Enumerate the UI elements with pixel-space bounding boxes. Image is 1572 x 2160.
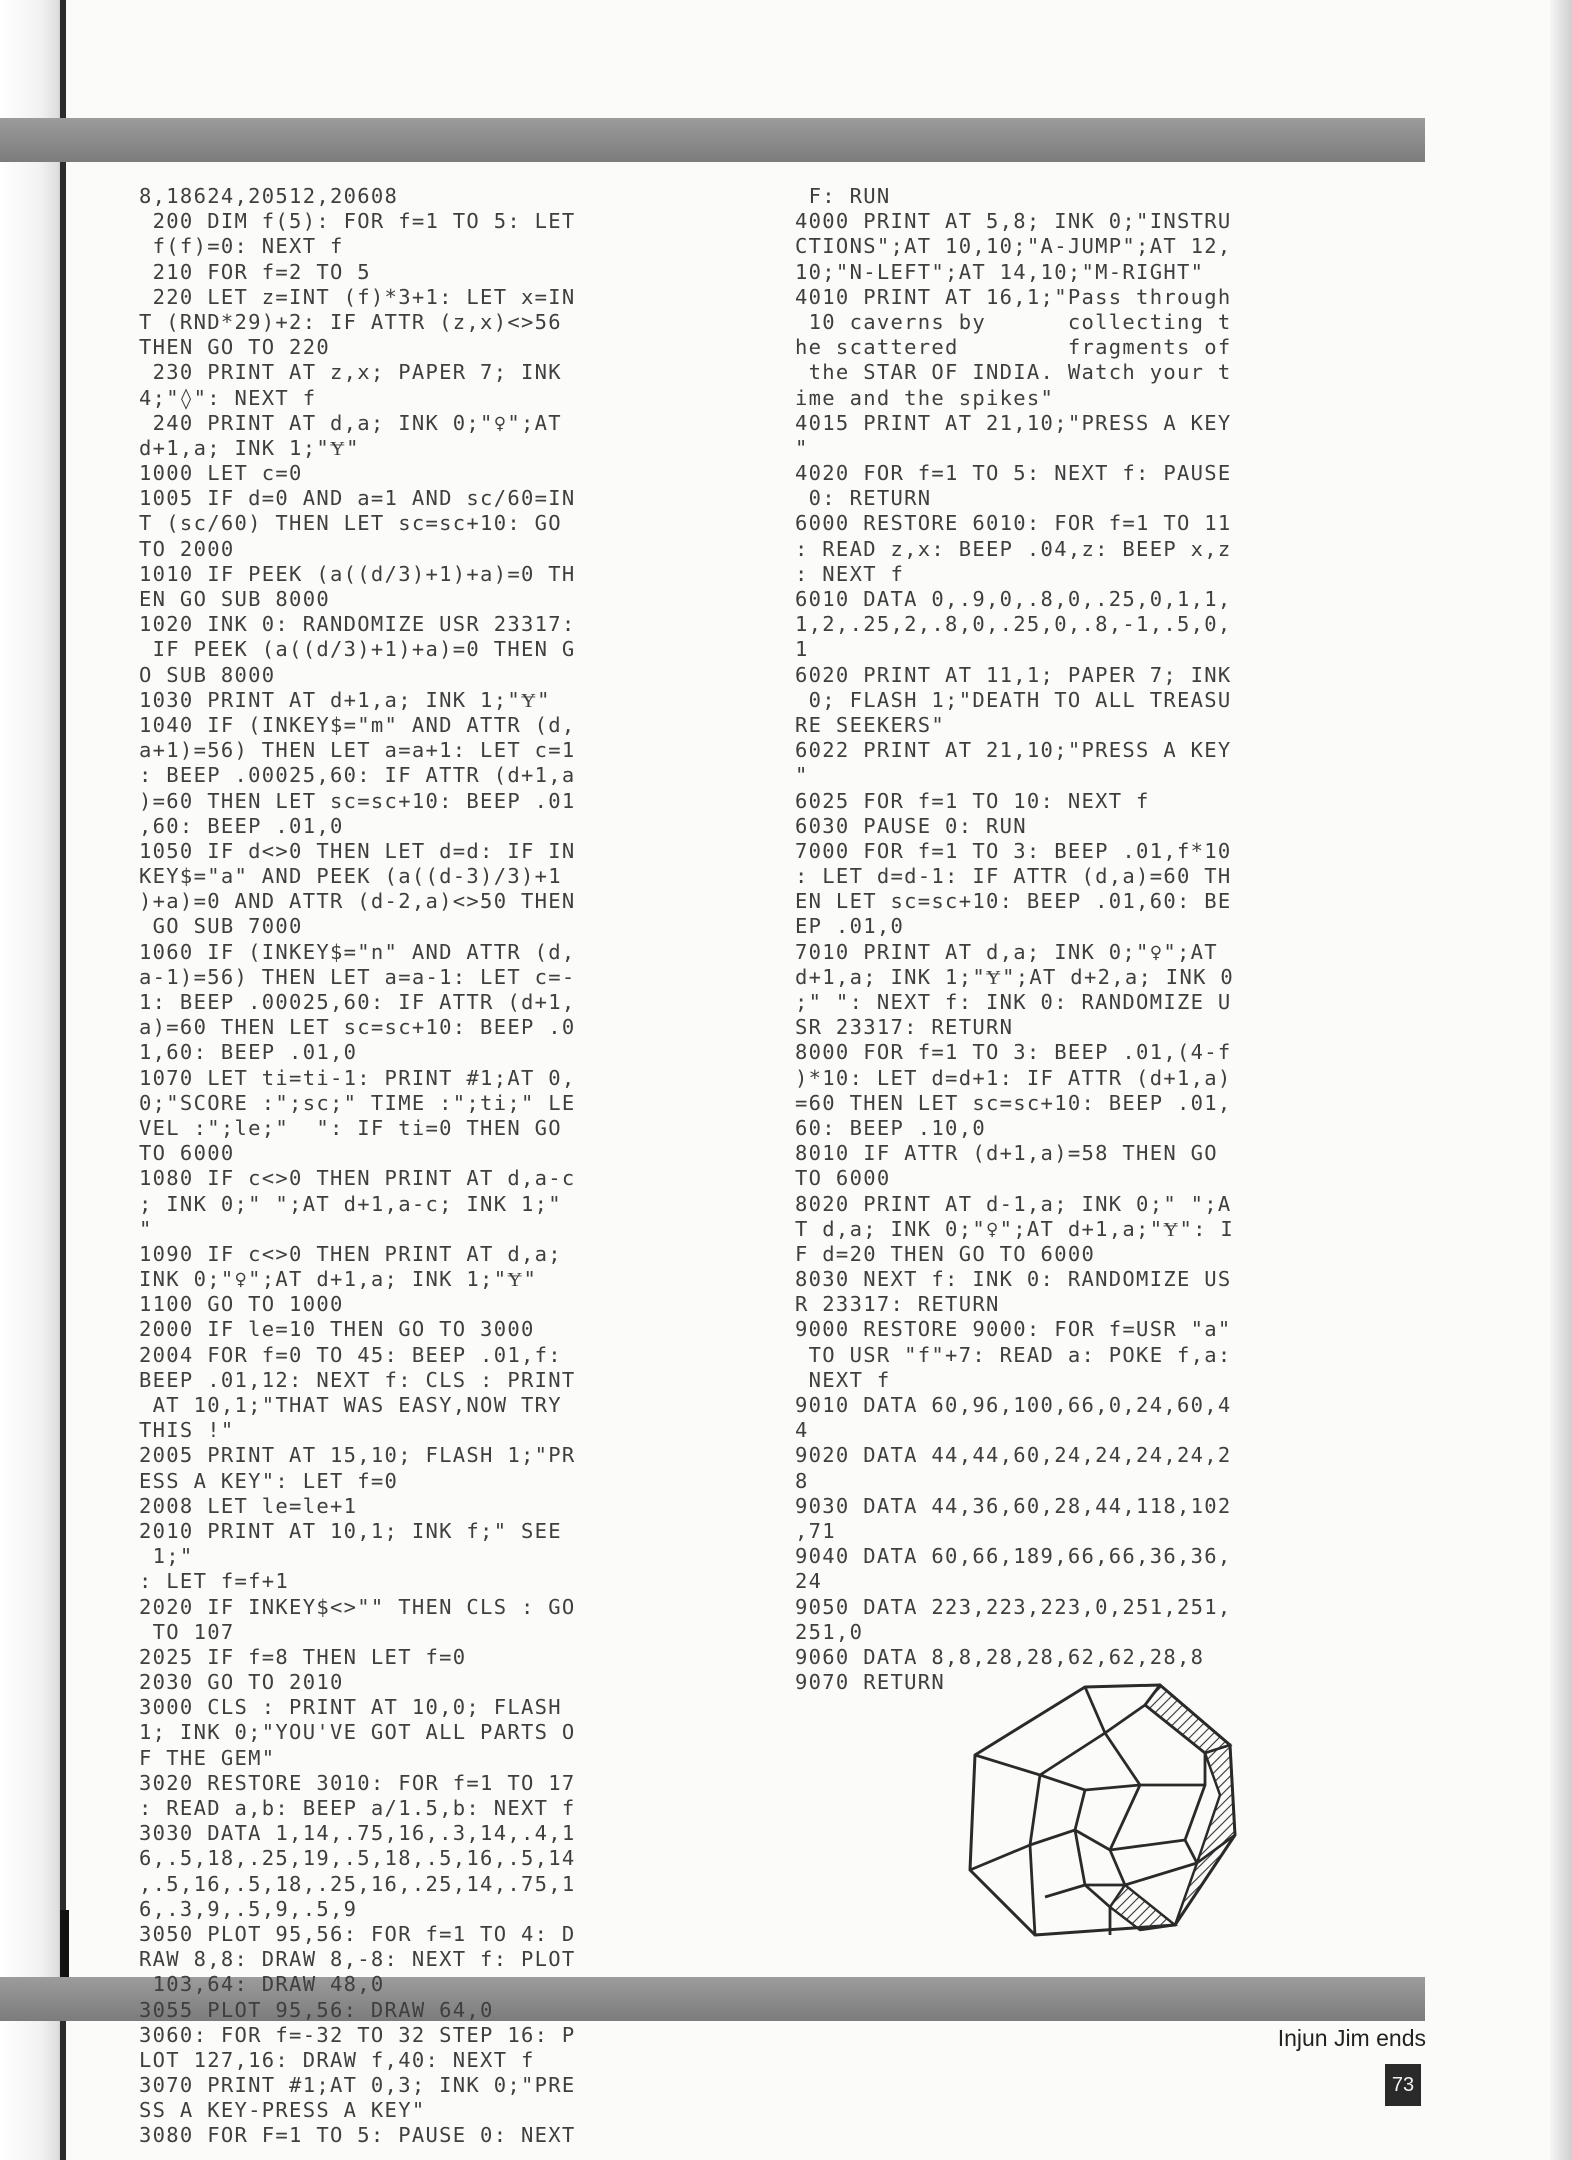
code-line: 60: BEEP .10,0 <box>795 1115 986 1140</box>
code-line: )+a)=0 AND ATTR (d-2,a)<>50 THEN <box>139 889 576 914</box>
code-line: he scattered fragments of <box>795 335 1232 360</box>
listing-left-column <box>139 184 739 2148</box>
code-line: 240 PRINT AT d,a; INK 0;"♀";AT <box>139 410 562 435</box>
code-line: 10;"N-LEFT";AT 14,10;"M-RIGHT" <box>795 259 1205 284</box>
code-line: 10 caverns by collecting t <box>795 309 1232 334</box>
code-line: TO 6000 <box>795 1166 891 1191</box>
code-line: 9060 DATA 8,8,28,28,62,62,28,8 <box>795 1644 1205 1669</box>
code-line: d+1,a; INK 1;"Ɏ";AT d+2,a; INK 0 <box>795 964 1235 989</box>
code-line: : LET d=d-1: IF ATTR (d,a)=60 TH <box>795 864 1232 889</box>
code-line: 1;" <box>139 1544 194 1569</box>
code-line: 1,2,.25,2,.8,0,.25,0,.8,-1,.5,0, <box>795 612 1232 637</box>
code-line: 6025 FOR f=1 TO 10: NEXT f <box>795 788 1150 813</box>
code-line: RAW 8,8: DRAW 8,-8: NEXT f: PLOT <box>139 1947 576 1972</box>
code-line: 2025 IF f=8 THEN LET f=0 <box>139 1644 467 1669</box>
code-line: 9030 DATA 44,36,60,28,44,118,102 <box>795 1493 1232 1518</box>
code-line: )=60 THEN LET sc=sc+10: BEEP .01 <box>139 788 576 813</box>
code-line: )*10: LET d=d+1: IF ATTR (d+1,a) <box>795 1065 1232 1090</box>
code-line: " <box>795 435 809 460</box>
code-line: SS A KEY-PRESS A KEY" <box>139 2098 426 2123</box>
code-line: ESS A KEY": LET f=0 <box>139 1468 399 1493</box>
code-line: F THE GEM" <box>139 1745 276 1770</box>
code-line: ;" ": NEXT f: INK 0: RANDOMIZE U <box>795 990 1232 1014</box>
code-line: 6030 PAUSE 0: RUN <box>795 813 1027 838</box>
code-line: 0;"SCORE :";sc;" TIME :";ti;" LE <box>139 1090 576 1115</box>
code-line: : BEEP .00025,60: IF ATTR (d+1,a <box>139 763 576 788</box>
code-line: 1090 IF c<>0 THEN PRINT AT d,a; <box>139 1241 562 1266</box>
code-line: 24 <box>795 1569 823 1594</box>
code-line: 9000 RESTORE 9000: FOR f=USR "a" <box>795 1317 1232 1342</box>
code-line: AT 10,1;"THAT WAS EASY,NOW TRY <box>139 1393 562 1417</box>
code-line: 1,60: BEEP .01,0 <box>139 1040 358 1065</box>
code-line: 4000 PRINT AT 5,8; INK 0;"INSTRU <box>795 209 1232 234</box>
code-line: ; INK 0;" ";AT d+1,a-c; INK 1;" <box>139 1191 576 1216</box>
code-line: 6,.5,18,.25,19,.5,18,.5,16,.5,14 <box>139 1846 576 1871</box>
code-line: 3070 PRINT #1;AT 0,3; INK 0;"PRE <box>139 2073 576 2098</box>
code-line: 1 <box>795 637 809 662</box>
code-line: 200 DIM f(5): FOR f=1 TO 5: LET <box>139 209 576 234</box>
code-line: 1040 IF (INKEY$="m" AND ATTR (d, <box>139 712 576 737</box>
page-right-edge <box>1550 0 1572 2160</box>
code-line: 1000 LET c=0 <box>139 461 303 486</box>
code-line: TO 6000 <box>139 1141 235 1166</box>
code-line: 2005 PRINT AT 15,10; FLASH 1;"PR <box>139 1443 576 1468</box>
code-line: 6,.3,9,.5,9,.5,9 <box>139 1896 358 1921</box>
code-line: 4020 FOR f=1 TO 5: NEXT f: PAUSE <box>795 461 1232 486</box>
code-line: TO 107 <box>139 1619 235 1644</box>
code-line: 2030 GO TO 2010 <box>139 1670 344 1695</box>
code-line: f(f)=0: NEXT f <box>139 234 344 259</box>
code-line: 8 <box>795 1468 809 1493</box>
code-line: 3055 PLOT 95,56: DRAW 64,0 <box>139 1997 494 2022</box>
code-line: : NEXT f <box>795 561 905 586</box>
code-line: 230 PRINT AT z,x; PAPER 7; INK <box>139 360 562 385</box>
code-line: 1100 GO TO 1000 <box>139 1292 344 1317</box>
code-line: 2004 FOR f=0 TO 45: BEEP .01,f: <box>139 1342 562 1367</box>
code-line: 9070 RETURN <box>795 1670 946 1695</box>
code-line: F: RUN <box>795 184 891 208</box>
code-line: 1080 IF c<>0 THEN PRINT AT d,a-c <box>139 1166 576 1191</box>
code-line: a-1)=56) THEN LET a=a-1: LET c=- <box>139 964 576 989</box>
page-binding-edge <box>60 0 66 2160</box>
code-line: 2000 IF le=10 THEN GO TO 3000 <box>139 1317 535 1342</box>
code-line: : READ z,x: BEEP .04,z: BEEP x,z <box>795 536 1232 561</box>
code-line: ,71 <box>795 1518 836 1543</box>
code-line: EP .01,0 <box>795 914 905 939</box>
code-line: 1060 IF (INKEY$="n" AND ATTR (d, <box>139 939 576 964</box>
code-line: THIS !" <box>139 1418 235 1443</box>
code-line: 6020 PRINT AT 11,1; PAPER 7; INK <box>795 662 1232 687</box>
code-line: 7010 PRINT AT d,a; INK 0;"♀";AT <box>795 939 1218 964</box>
code-line: ,.5,16,.5,18,.25,16,.25,14,.75,1 <box>139 1871 576 1896</box>
code-line: 3020 RESTORE 3010: FOR f=1 TO 17 <box>139 1770 576 1795</box>
code-line: TO 2000 <box>139 536 235 561</box>
code-line: T d,a; INK 0;"♀";AT d+1,a;"Ɏ": I <box>795 1216 1235 1241</box>
code-line: 9050 DATA 223,223,223,0,251,251, <box>795 1594 1232 1619</box>
listing-right-column <box>795 184 1395 1695</box>
code-line: 6000 RESTORE 6010: FOR f=1 TO 11 <box>795 511 1232 536</box>
code-line: 1050 IF d<>0 THEN LET d=d: IF IN <box>139 838 576 863</box>
code-line: 4015 PRINT AT 21,10;"PRESS A KEY <box>795 410 1232 435</box>
code-line: F d=20 THEN GO TO 6000 <box>795 1241 1096 1266</box>
code-line: VEL :";le;" ": IF ti=0 THEN GO <box>139 1115 562 1140</box>
code-line: THEN GO TO 220 <box>139 335 330 360</box>
code-line: 1: BEEP .00025,60: IF ATTR (d+1, <box>139 990 576 1014</box>
code-line: T (sc/60) THEN LET sc=sc+10: GO <box>139 511 562 536</box>
code-line: 1070 LET ti=ti-1: PRINT #1;AT 0, <box>139 1065 576 1090</box>
code-line: NEXT f <box>795 1367 891 1392</box>
code-line: CTIONS";AT 10,10;"A-JUMP";AT 12, <box>795 234 1232 259</box>
code-line: 0; FLASH 1;"DEATH TO ALL TREASU <box>795 687 1232 712</box>
page-number: 73 <box>1385 2064 1421 2106</box>
code-line: IF PEEK (a((d/3)+1)+a)=0 THEN G <box>139 637 576 662</box>
code-line: 2010 PRINT AT 10,1; INK f;" SEE <box>139 1518 562 1543</box>
code-line: a)=60 THEN LET sc=sc+10: BEEP .0 <box>139 1015 576 1040</box>
code-line: EN LET sc=sc+10: BEEP .01,60: BE <box>795 889 1232 914</box>
code-line: 3060: FOR f=-32 TO 32 STEP 16: P <box>139 2022 576 2047</box>
code-line: 8,18624,20512,20608 <box>139 184 399 208</box>
page-gutter-shadow <box>0 0 62 2160</box>
top-grey-band <box>0 118 1425 162</box>
code-line: RE SEEKERS" <box>795 712 946 737</box>
page-caption: Injun Jim ends <box>1277 2025 1426 2051</box>
code-line: EN GO SUB 8000 <box>139 587 330 611</box>
code-line: SR 23317: RETURN <box>795 1015 1014 1040</box>
code-line: : READ a,b: BEEP a/1.5,b: NEXT f <box>139 1796 576 1820</box>
code-line: 9020 DATA 44,44,60,24,24,24,24,2 <box>795 1443 1232 1468</box>
code-line: 1005 IF d=0 AND a=1 AND sc/60=IN <box>139 486 576 511</box>
code-line: 8010 IF ATTR (d+1,a)=58 THEN GO <box>795 1141 1218 1166</box>
code-line: 1020 INK 0: RANDOMIZE USR 23317: <box>139 612 576 637</box>
code-line: INK 0;"♀";AT d+1,a; INK 1;"Ɏ" <box>139 1267 538 1292</box>
code-line: d+1,a; INK 1;"Ɏ" <box>139 435 360 460</box>
code-line: 6022 PRINT AT 21,10;"PRESS A KEY <box>795 738 1232 763</box>
code-line: 8000 FOR f=1 TO 3: BEEP .01,(4-f <box>795 1040 1232 1065</box>
code-line: R 23317: RETURN <box>795 1292 1000 1317</box>
code-line: 3000 CLS : PRINT AT 10,0; FLASH <box>139 1695 562 1720</box>
code-line: 4010 PRINT AT 16,1;"Pass through <box>795 284 1232 309</box>
code-line: 3050 PLOT 95,56: FOR f=1 TO 4: D <box>139 1921 576 1946</box>
code-line: 3030 DATA 1,14,.75,16,.3,14,.4,1 <box>139 1821 576 1846</box>
code-line: =60 THEN LET sc=sc+10: BEEP .01, <box>795 1090 1232 1115</box>
code-line: 103,64: DRAW 48,0 <box>139 1972 385 1997</box>
code-line: LOT 127,16: DRAW f,40: NEXT f <box>139 2047 535 2072</box>
code-line: 2008 LET le=le+1 <box>139 1493 358 1518</box>
code-line: BEEP .01,12: NEXT f: CLS : PRINT <box>139 1367 576 1392</box>
code-line: T (RND*29)+2: IF ATTR (z,x)<>56 <box>139 309 562 334</box>
gem-illustration <box>935 1635 1255 1955</box>
code-line: ime and the spikes" <box>795 385 1055 410</box>
code-line: 9010 DATA 60,96,100,66,0,24,60,4 <box>795 1393 1232 1417</box>
code-line: 8020 PRINT AT d-1,a; INK 0;" ";A <box>795 1191 1232 1216</box>
code-line: " <box>139 1216 153 1241</box>
code-line: " <box>795 763 809 788</box>
code-line: 1030 PRINT AT d+1,a; INK 1;"Ɏ" <box>139 687 551 712</box>
code-line: O SUB 8000 <box>139 662 276 687</box>
code-line: 9040 DATA 60,66,189,66,66,36,36, <box>795 1544 1232 1569</box>
code-line: 220 LET z=INT (f)*3+1: LET x=IN <box>139 284 576 309</box>
code-line: 4;"◊": NEXT f <box>139 385 317 410</box>
code-line: TO USR "f"+7: READ a: POKE f,a: <box>795 1342 1232 1367</box>
code-line: 3080 FOR F=1 TO 5: PAUSE 0: NEXT <box>139 2123 576 2148</box>
code-line: 7000 FOR f=1 TO 3: BEEP .01,f*10 <box>795 838 1232 863</box>
code-line: ,60: BEEP .01,0 <box>139 813 344 838</box>
code-line: : LET f=f+1 <box>139 1569 290 1594</box>
code-line: 1010 IF PEEK (a((d/3)+1)+a)=0 TH <box>139 561 576 586</box>
code-line: a+1)=56) THEN LET a=a+1: LET c=1 <box>139 738 576 763</box>
code-line: 251,0 <box>795 1619 864 1644</box>
code-line: KEY$="a" AND PEEK (a((d-3)/3)+1 <box>139 864 562 889</box>
code-line: 8030 NEXT f: INK 0: RANDOMIZE US <box>795 1267 1232 1292</box>
code-line: 1; INK 0;"YOU'VE GOT ALL PARTS O <box>139 1720 576 1745</box>
code-line: 2020 IF INKEY$<>"" THEN CLS : GO <box>139 1594 576 1619</box>
code-line: the STAR OF INDIA. Watch your t <box>795 360 1232 385</box>
code-line: 210 FOR f=2 TO 5 <box>139 259 371 284</box>
code-line: 4 <box>795 1418 809 1443</box>
code-line: 6010 DATA 0,.9,0,.8,0,.25,0,1,1, <box>795 587 1232 611</box>
code-line: GO SUB 7000 <box>139 914 303 939</box>
code-line: 0: RETURN <box>795 486 932 511</box>
